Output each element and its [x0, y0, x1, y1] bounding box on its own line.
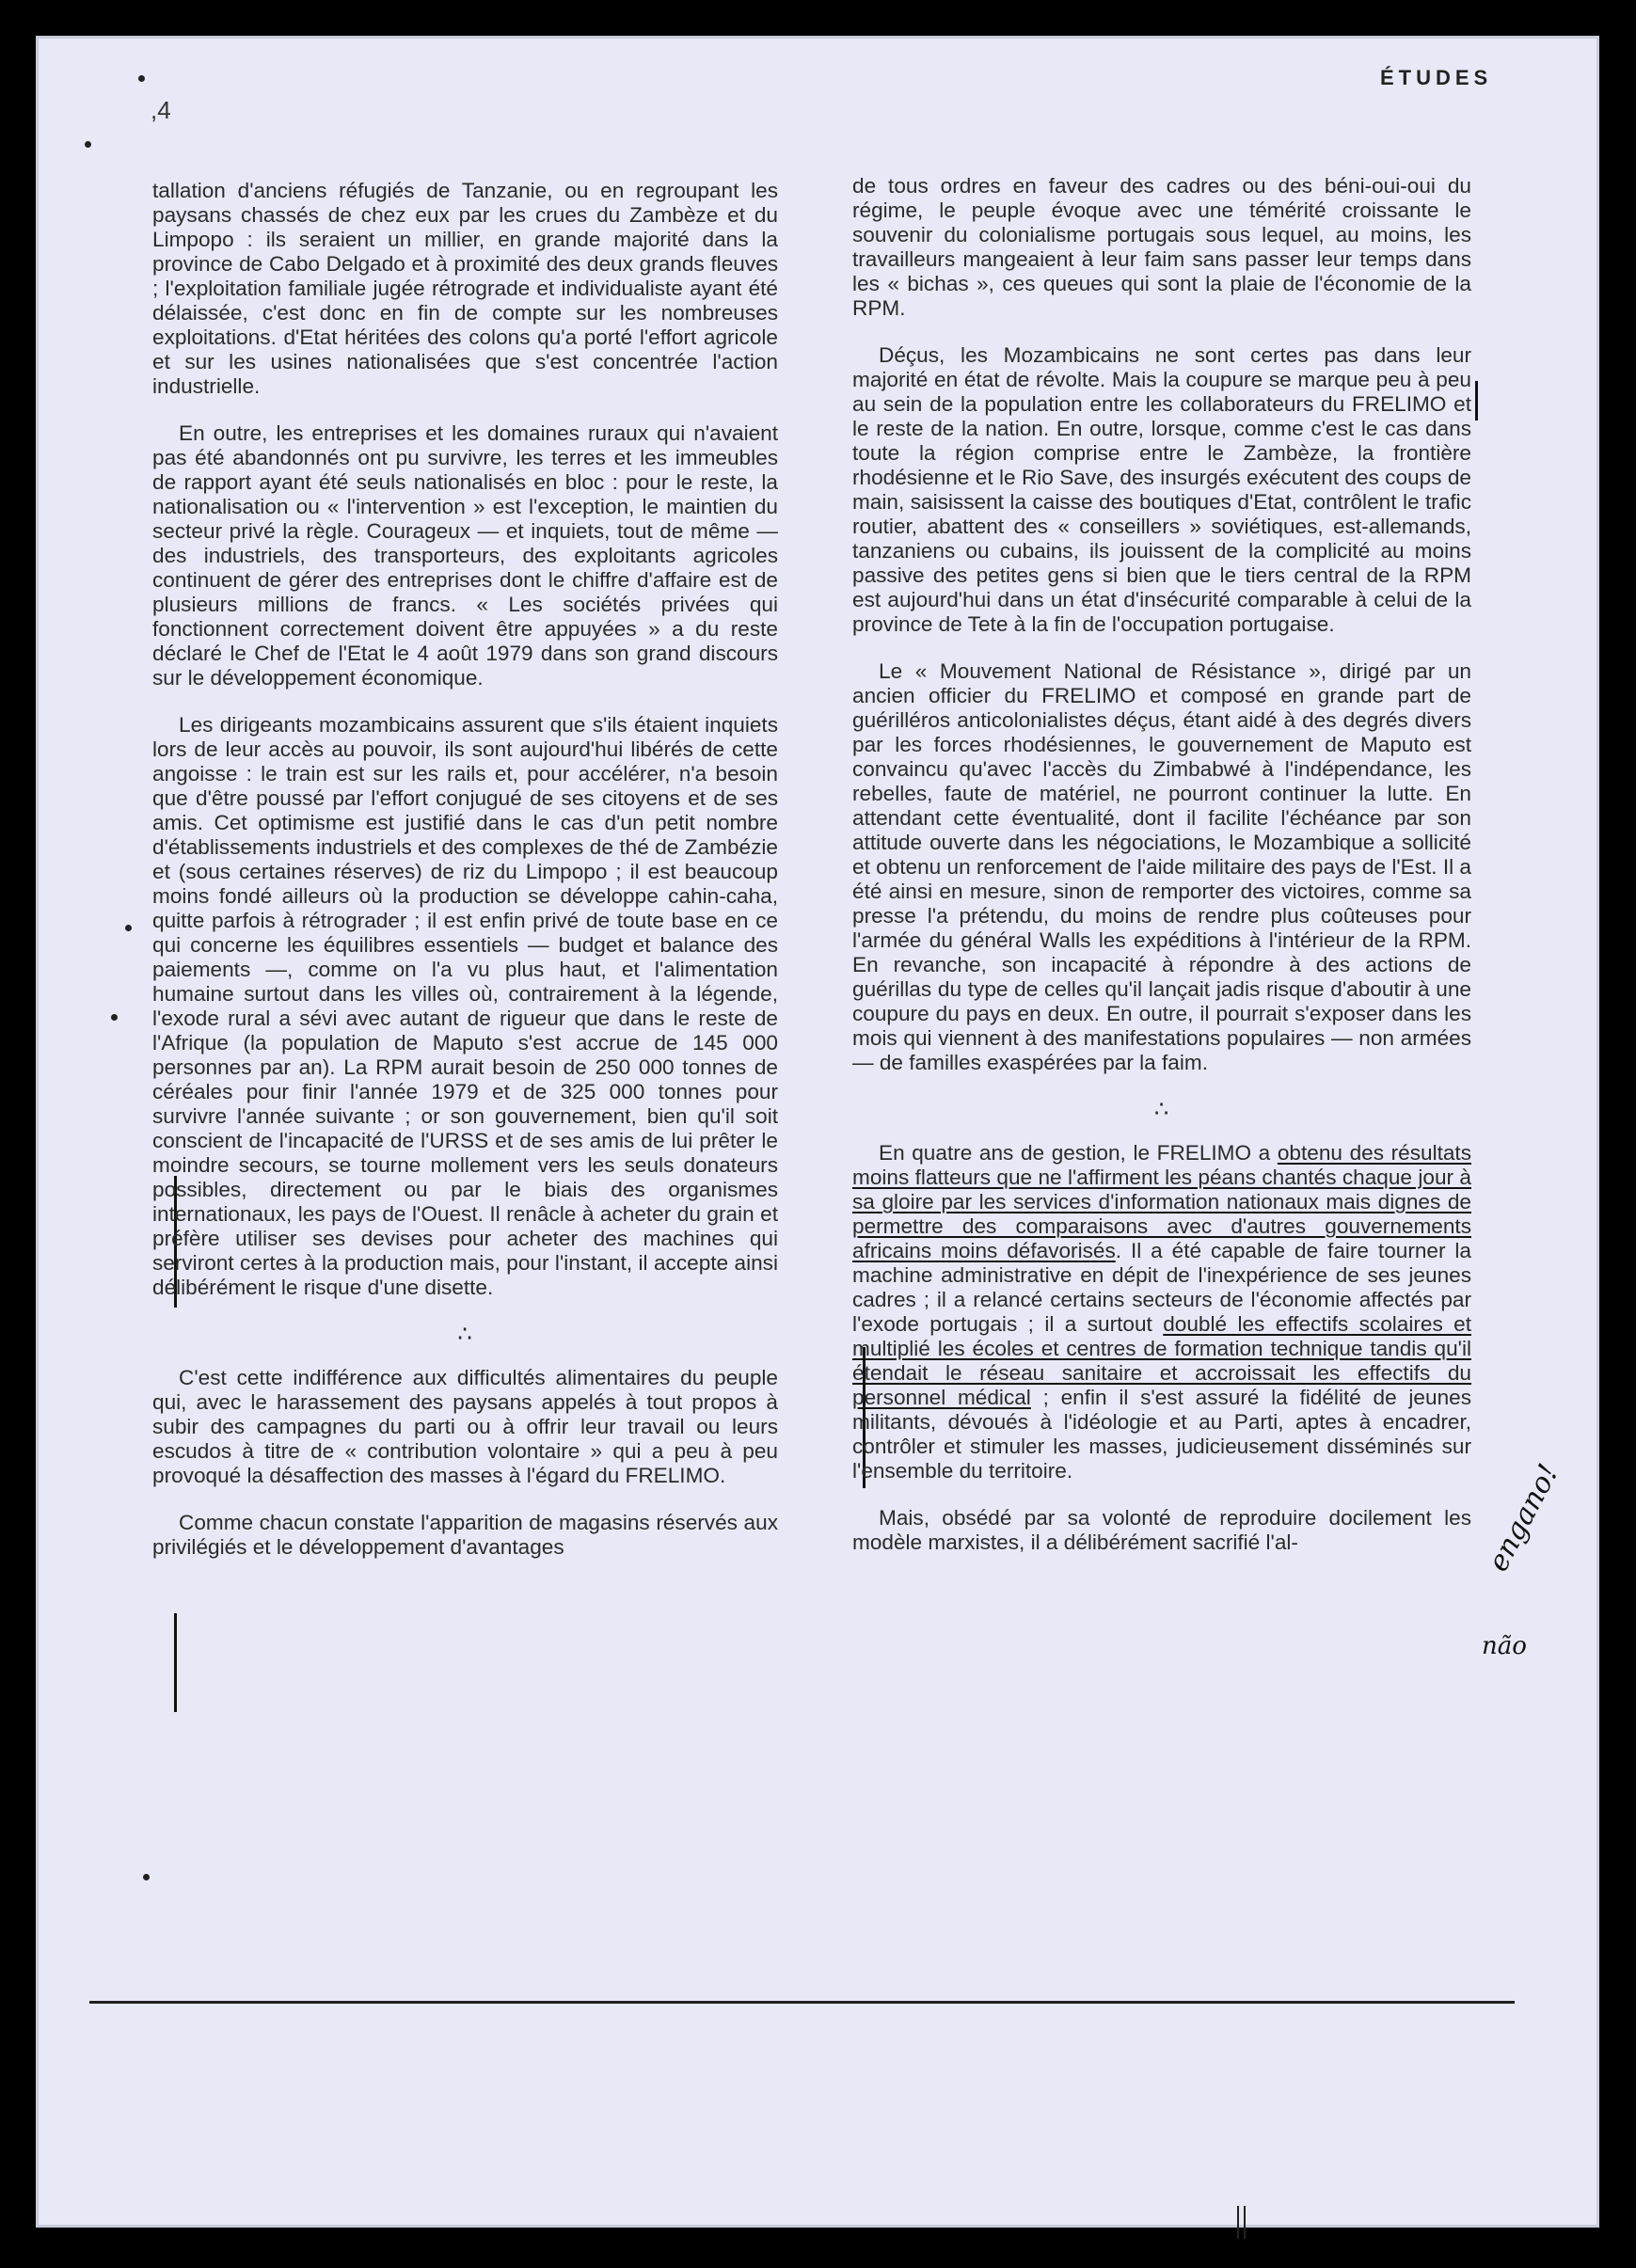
- paragraph: Déçus, les Mozambicains ne sont certes pas dans leur majorité en état de révolte. Mais la coupure se marque peu à peu au sein de la population entre les collaborateurs du FRELIMO et le reste de la nation. En outre, lorsque, comme c'est le cas dans toute la région comprise entre le Zambèze, la frontière rhodésienne et le Rio Save, des insurgés exécutent des coups de main, saisissent la caisse des boutiques d'Etat, contrôlent le trafic routier, abattent des « conseillers » soviétiques, est-allemands, tanzaniens ou cubains, ils jouissent de la complicité au moins passive des petites gens si bien que le tiers central de la RPM est aujourd'hui dans un état d'insécurité comparable à celui de la province de Tete à la fin de l'occupation portugaise.: [852, 343, 1471, 636]
- text-run: . Il a été capable de faire tourner la machine administrative en dépit de l'inexpérience de ses jeunes cadres ; il a relancé certains secteurs de l'économie affectés par l'exode portugais ; il a surtout: [852, 1239, 1471, 1336]
- handwritten-bracket: [1475, 381, 1478, 420]
- underlined-passage: obtenu des résultats moins flatteurs que ne l'affirment les péans chantés chaque jour à sa gloire par les services d'information nationaux mais dignes de permettre des comparaisons avec d'autres gouvernements africains moins défavorisés: [852, 1141, 1472, 1262]
- handwritten-bracket: [174, 1613, 177, 1712]
- bottom-mark: [1237, 2206, 1239, 2239]
- section-header: ÉTUDES: [1380, 66, 1493, 89]
- handwritten-note: não: [1482, 1632, 1527, 1660]
- page-number: ,4: [151, 96, 171, 124]
- underlined-passage: doublé les effectifs scolaires et multiplié les écoles et centres de formation technique tandis qu'il étendait le réseau sanitaire et accroissait les effectifs du personnel médical: [852, 1312, 1471, 1409]
- left-column: [152, 179, 778, 1571]
- text-run: En quatre ans de gestion, le FRELIMO a: [879, 1141, 1278, 1165]
- handwritten-note: engano!: [1482, 1458, 1565, 1578]
- paragraph: Mais, obsédé par sa volonté de reproduire docilement les modèle marxistes, il a délibérément sacrifié l'al-: [852, 1506, 1471, 1554]
- right-column: [852, 174, 1471, 1566]
- margin-dot: [138, 75, 145, 82]
- section-separator: ∴: [1153, 1097, 1170, 1122]
- paragraph: [852, 1141, 1471, 1483]
- paragraph: Le « Mouvement National de Résistance », dirigé par un ancien officier du FRELIMO et composé en grande part de guérilléros anticolonialistes déçus, étant aidé à des degrés divers par les forces rhodésiennes, le gouvernement de Maputo est convaincu qu'avec l'accès du Zimbabwé à l'indépendance, les rebelles, faute de matériel, ne pourront continuer la lutte. En attendant cette éventualité, dont il facilite l'échéance par son attitude ouverte dans les négociations, le Mozambique a sollicité et obtenu un renforcement de l'aide militaire des pays de l'Est. Il a été ainsi en mesure, sinon de remporter des victoires, comme sa presse l'a prétendu, du moins de rendre plus coûteuses pour l'armée du général Walls les expéditions à l'intérieur de la RPM. En revanche, son incapacité à répondre à des actions de guérillas du type de celles qu'il lançait jadis risque d'aboutir à une coupure du pays en deux. En outre, il pourrait s'exposer dans les mois qui viennent à des manifestations populaires — non armées — de familles exaspérées par la faim.: [852, 659, 1471, 1074]
- bottom-mark: [1244, 2206, 1246, 2239]
- section-separator: ∴: [457, 1322, 473, 1347]
- text-run: ; enfin il s'est assuré la fidélité de jeunes militants, dévoués à l'idéologie et au Parti, aptes à encadrer, contrôler et stimuler les masses, judicieusement disséminés sur l'ensemble du territoire.: [852, 1386, 1471, 1483]
- paragraph: En outre, les entreprises et les domaines ruraux qui n'avaient pas été abandonnés ont pu survivre, les terres et les immeubles de rapport ayant été seuls nationalisés en bloc : pour le reste, la nationalisation ou « l'intervention » est l'exception, le maintien du secteur privé la règle. Courageux — et inquiets, tout de même — des industriels, des transporteurs, des exploitants agricoles continuent de gérer des entreprises dont le chiffre d'affaire est de plusieurs millions de francs. « Les sociétés privées qui fonctionnent correctement doivent être appuyées » a du reste déclaré le Chef de l'Etat le 4 août 1979 dans son grand discours sur le développement économique.: [152, 421, 778, 690]
- paragraph: de tous ordres en faveur des cadres ou des béni-oui-oui du régime, le peuple évoque avec une témérité croissante le souvenir du colonialisme portugais sous lequel, au moins, les travailleurs mangeaient à leur faim sans passer leur temps dans les « bichas », ces queues qui sont la plaie de l'économie de la RPM.: [852, 174, 1471, 320]
- paragraph: tallation d'anciens réfugiés de Tanzanie, ou en regroupant les paysans chassés de chez eux par les crues du Zambèze et du Limpopo : ils seraient un millier, en grande majorité dans la province de Cabo Delgado et à proximité des deux grands fleuves ; l'exploitation familiale jugée rétrograde et individualiste ayant été délaissée, c'est donc en fin de compte sur les nombreuses exploitations. d'Etat héritées des colons qu'a porté l'effort agricole et sur les usines nationalisées que s'est concentrée l'action industrielle.: [152, 179, 778, 398]
- paragraph: Les dirigeants mozambicains assurent que s'ils étaient inquiets lors de leur accès au pouvoir, ils sont aujourd'hui libérés de cette angoisse : le train est sur les rails et, pour accélérer, n'a besoin que d'être poussé par l'effort conjugué de ses citoyens et de ses amis. Cet optimisme est justifié dans le cas d'un petit nombre d'établissements industriels et des complexes de thé de Zambézie et (sous certaines réserves) de riz du Limpopo ; il est beaucoup moins fondé ailleurs où la production se développe cahin-caha, quitte parfois à rétrograder ; il est enfin privé de toute base en ce qui concerne les équilibres essentiels — budget et balance des paiements —, comme on l'a vu plus haut, et l'alimentation humaine surtout dans les villes où, contrairement à la légende, l'exode rural a sévi avec autant de rigueur que dans le reste de l'Afrique (la population de Maputo s'est accrue de 145 000 personnes par an). La RPM aurait besoin de 250 000 tonnes de céréales pour finir l'année 1979 et de 325 000 tonnes pour survivre l'année suivante ; or son gouvernement, bien qu'il soit conscient de l'incapacité de l'URSS et de ses amis de lui prêter le moindre secours, se tourne mollement vers les seuls donateurs possibles, directement ou par le biais des organismes internationaux, les pays de l'Ouest. Il renâcle à acheter du grain et préfère utiliser ses devises pour acheter des machines qui serviront certes à la production mais, pour l'instant, il accepte ainsi délibérément le risque d'une disette.: [152, 713, 778, 1299]
- footer-rule: [89, 2001, 1515, 2004]
- margin-dot: [143, 1874, 150, 1880]
- paragraph: Comme chacun constate l'apparition de magasins réservés aux privilégiés et le développement d'avantages: [152, 1511, 778, 1559]
- paragraph: C'est cette indifférence aux difficultés alimentaires du peuple qui, avec le harassement des paysans appelés à tout propos à subir des campagnes du parti ou à offrir leur travail ou leurs escudos à titre de « contribution volontaire » qui a peu à peu provoqué la désaffection des masses à l'égard du FRELIMO.: [152, 1366, 778, 1487]
- margin-dot: [85, 141, 91, 148]
- margin-dot: [111, 1014, 118, 1021]
- margin-dot: [125, 925, 132, 931]
